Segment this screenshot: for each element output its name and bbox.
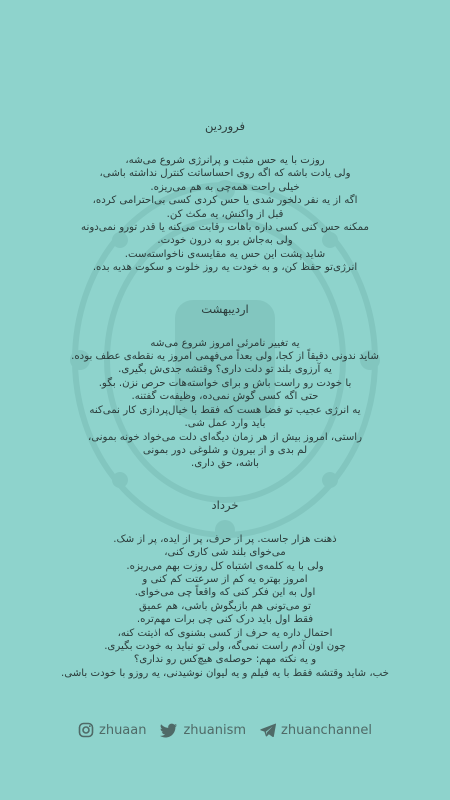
text-line: با خودت رو راست باش و برای خواسته‌هات حرص نزن. بگو. xyxy=(98,377,352,389)
text-line: ذهنت هزار جاست. پر از حرف، پر از ایده، پر از شک. xyxy=(113,533,337,545)
text-line: باشه، حق داری. xyxy=(191,458,259,470)
horoscope-content xyxy=(10,118,440,702)
telegram-handle: zhuanchannel xyxy=(281,722,372,738)
text-line: راستی، امروز بیش از هر زمان دیگه‌ای دلت می‌خواد خونه بمونی، xyxy=(87,431,363,443)
section-farvardin xyxy=(10,118,440,275)
text-line: اگه از یه نفر دلخور شدی یا حس کردی کسی بی‌احترامی کرده، xyxy=(92,195,358,207)
text-line: می‌خوای بلند شی کاری کنی، xyxy=(164,547,286,559)
text-line: ممکنه حس کنی کسی داره باهات رقابت می‌کنه یا قدر تورو نمی‌دونه xyxy=(81,222,369,234)
text-line: باید وارد عمل شی. xyxy=(184,418,266,430)
instagram-link[interactable] xyxy=(78,722,146,738)
text-line: یه تغییر نامرئی امروز شروع می‌شه xyxy=(150,337,300,349)
text-line: امروز بهتره یه کم از سرعتت کم کنی و xyxy=(142,573,308,585)
month-title-farvardin: فروردین xyxy=(204,119,246,133)
month-title-khordad: خرداد xyxy=(211,497,239,512)
text-line: لم بدی و از بیرون و شلوغی دور بمونی xyxy=(142,444,308,456)
text-line: ولی به‌جاش برو به درون خودت. xyxy=(157,235,293,247)
section-ordibehesht xyxy=(10,301,440,471)
instagram-icon xyxy=(78,722,94,738)
text-line: شاید ندونی دقیقاً از کجا، ولی بعداً می‌فهمی امروز یه نقطه‌ی عطف بوده. xyxy=(71,351,379,363)
month-title-ordibehesht: اردیبهشت xyxy=(201,301,249,316)
section-khordad xyxy=(10,497,440,680)
text-line: خیلی راحت همه‌چی به هم می‌ریزه. xyxy=(150,181,300,193)
text-line: یه آرزوی بلند تو دلت داری؟ وقتشه جدی‌ش بگیری. xyxy=(118,364,332,376)
twitter-handle: zhuanism xyxy=(183,722,247,738)
twitter-icon xyxy=(160,723,178,738)
social-footer xyxy=(0,722,450,738)
text-line: خب، شاید وقتشه فقط با یه فیلم و یه لیوان نوشیدنی، یه روزو با خودت باشی. xyxy=(61,667,389,679)
telegram-icon xyxy=(260,723,276,737)
telegram-link[interactable] xyxy=(260,723,372,738)
text-line: فقط اول باید درک کنی چی برات مهم‌تره. xyxy=(136,614,314,626)
text-line: چون اون آدم راست نمی‌گه، ولی تو نباید به خودت بگیری. xyxy=(104,640,346,652)
text-line: یه انرژی عجیب تو فضا هست که فقط با خیال‌پردازی کار نمی‌کنه xyxy=(89,404,361,416)
text-line: روزت با یه حس مثبت و پرانرژی شروع می‌شه، xyxy=(125,155,325,166)
text-line: اول به این فکر کنی که واقعاً چی می‌خوای. xyxy=(134,587,316,599)
text-line: قبل از واکنش، یه مکث کن. xyxy=(166,208,284,220)
text-line: شاید پشت این حس یه مقایسه‌ی ناخواسته‌ست. xyxy=(124,248,326,260)
text-line: ولی با یه کلمه‌ی اشتباه کل روزت بهم می‌ریزه. xyxy=(126,560,324,572)
twitter-link[interactable] xyxy=(160,723,246,738)
instagram-handle: zhuaan xyxy=(99,722,147,738)
text-line: انرژی‌تو حفظ کن، و به خودت یه روز خلوت و سکوت هدیه بده. xyxy=(92,262,358,274)
text-line: حتی اگه کسی گوش نمی‌ده، وظیفه‌ت گفتنه. xyxy=(131,391,319,403)
text-line: و یه نکته مهم: حوصله‌ی هیچ‌کس رو نداری؟ xyxy=(133,654,317,666)
text-line: احتمال داره یه حرف از کسی بشنوی که اذیتت کنه، xyxy=(117,627,333,639)
text-line: تو می‌تونی هم بازیگوش باشی، هم عمیق xyxy=(138,600,312,612)
text-line: ولی یادت باشه که اگه روی احساساتت کنترل نداشته باشی، xyxy=(99,168,351,180)
